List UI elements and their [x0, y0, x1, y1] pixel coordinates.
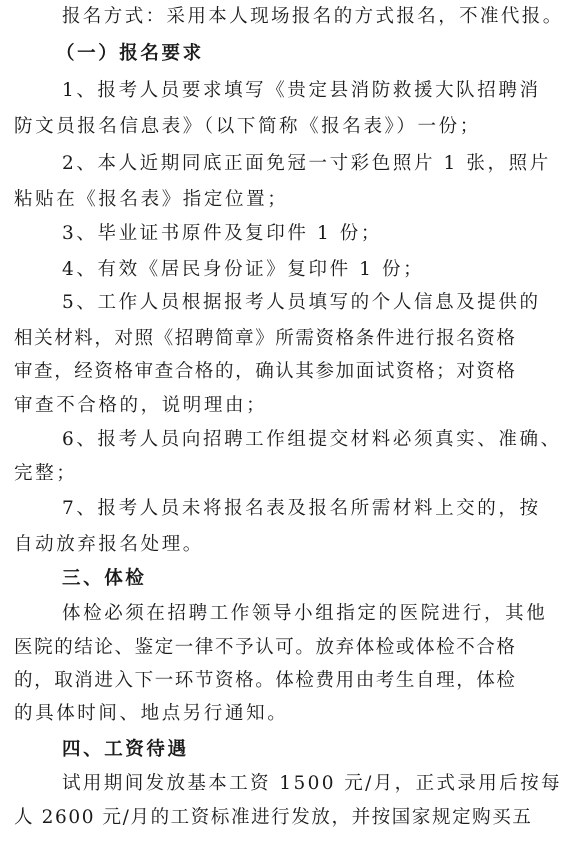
- registration-method-line: 报名方式：采用本人现场报名的方式报名，不准代报。: [62, 6, 564, 27]
- requirement-6-line-2: 完整；: [14, 463, 78, 484]
- requirement-1-line-2: 防文员报名信息表》（以下简称《报名表》）一份；: [14, 116, 481, 137]
- requirement-5-line-3: 审查，经资格审查合格的，确认其参加面试资格；对资格: [14, 361, 517, 382]
- requirement-2-line-2: 粘贴在《报名表》指定位置；: [14, 189, 289, 210]
- requirement-3-line: 3、毕业证书原件及复印件 1 份；: [62, 223, 383, 244]
- section-heading-salary: 四、工资待遇: [62, 739, 189, 760]
- requirement-5-line-4: 审查不合格的，说明理由；: [14, 395, 268, 416]
- salary-line-2: 人 2600 元/月的工资标准进行发放，并按国家规定购买五: [14, 807, 533, 828]
- requirement-2-line-1: 2、本人近期同底正面免冠一寸彩色照片 1 张，照片: [62, 153, 551, 174]
- salary-line-1: 试用期间发放基本工资 1500 元/月，正式录用后按每: [62, 773, 562, 794]
- requirement-7-line-2: 自动放弃报名处理。: [14, 534, 204, 555]
- requirement-7-line-1: 7、报考人员未将报名表及报名所需材料上交的，按: [62, 498, 541, 519]
- requirement-1-line-1: 1、报考人员要求填写《贵定县消防救援大队招聘消: [62, 80, 541, 101]
- requirement-6-line-1: 6、报考人员向招聘工作组提交材料必须真实、准确、: [62, 429, 562, 450]
- requirement-5-line-1: 5、工作人员根据报考人员填写的个人信息及提供的: [62, 292, 541, 313]
- medical-exam-line-4: 的具体时间、地点另行通知。: [14, 703, 289, 724]
- medical-exam-line-2: 医院的结论、鉴定一律不予认可。放弃体检或体检不合格: [14, 637, 517, 658]
- section-heading-requirements: （一）报名要求: [56, 43, 204, 64]
- section-heading-medical-exam: 三、体检: [62, 568, 147, 589]
- medical-exam-line-1: 体检必须在招聘工作领导小组指定的医院进行，其他: [62, 603, 548, 624]
- requirement-5-line-2: 相关材料，对照《招聘简章》所需资格条件进行报名资格: [14, 328, 517, 349]
- requirement-4-line: 4、有效《居民身份证》复印件 1 份；: [62, 259, 425, 280]
- medical-exam-line-3: 的，取消进入下一环节资格。体检费用由考生自理，体检: [14, 670, 517, 691]
